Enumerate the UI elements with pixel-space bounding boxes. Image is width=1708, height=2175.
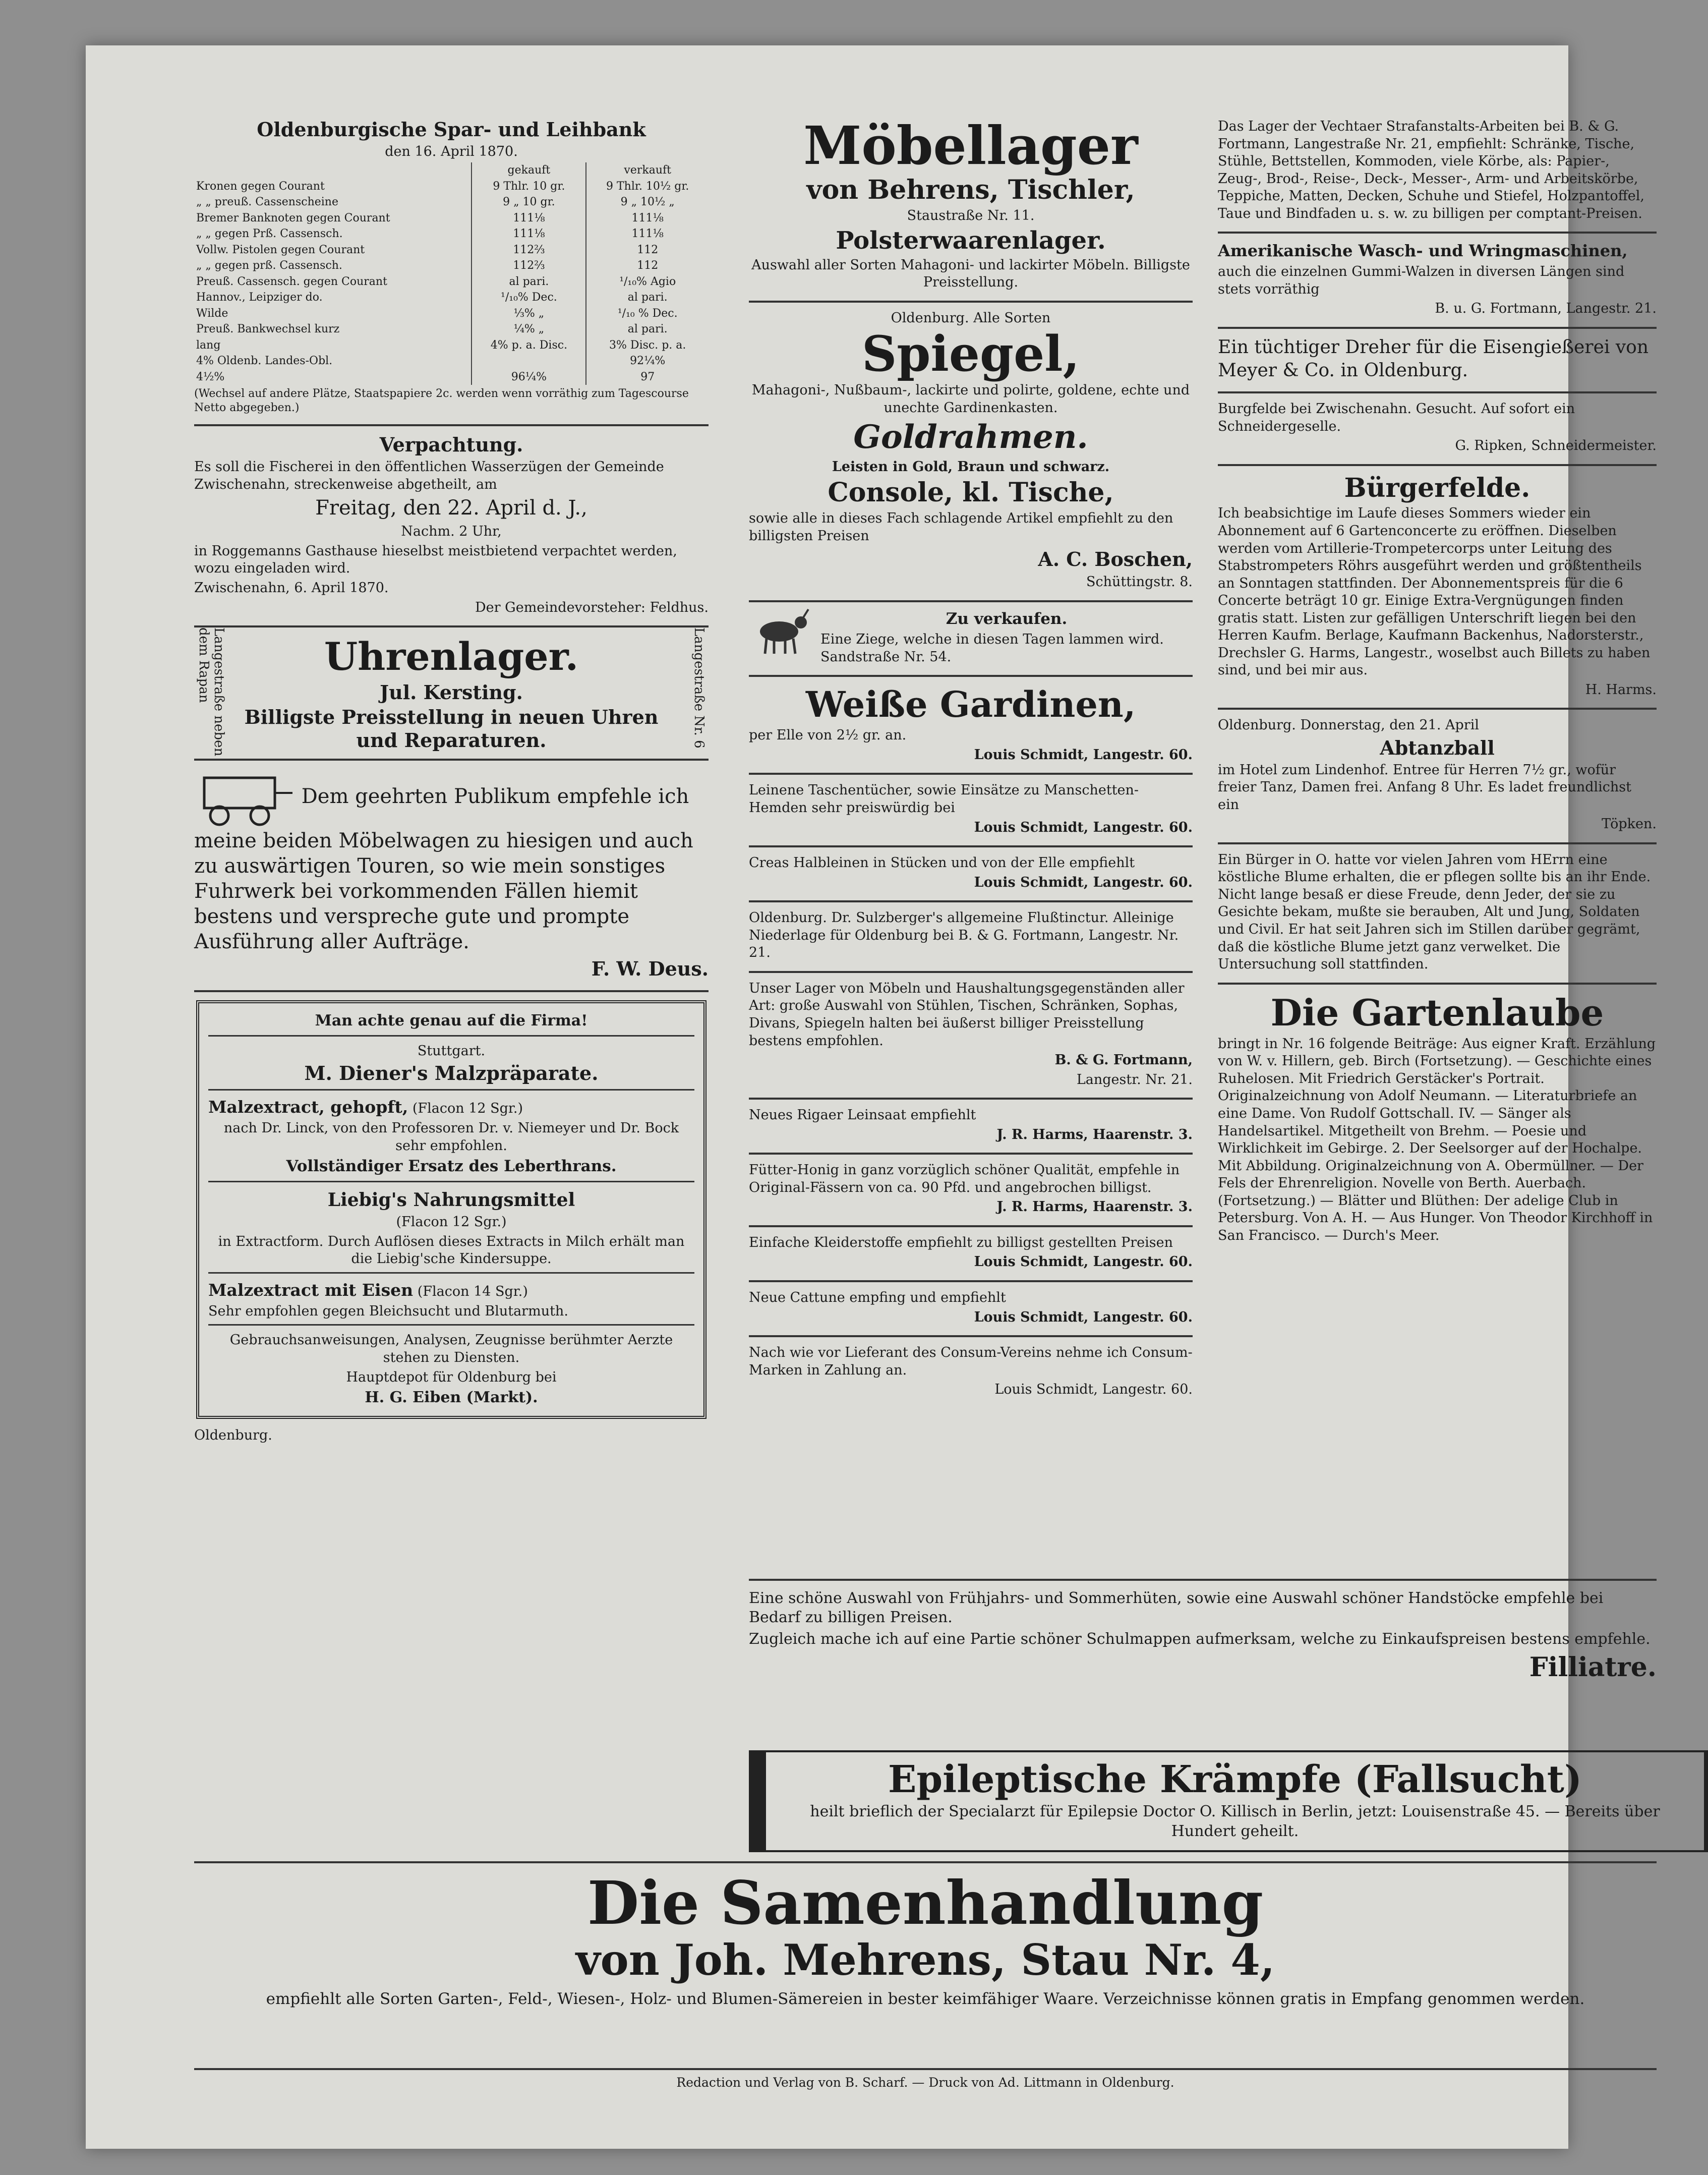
rate-bought: 9 „ 10 gr. <box>472 194 586 210</box>
fortmann-sign: B. & G. Fortmann, <box>1054 1052 1193 1068</box>
rates-row <box>194 337 709 354</box>
verpachtung-text2: in Roggemanns Gasthause hieselbst meistbietend verpachtet werden, wozu eingeladen wird. <box>194 543 677 577</box>
rate-label: „ „ preuß. Cassenscheine <box>196 196 338 209</box>
schneider-sign: G. Ripken, Schneidermeister. <box>1455 438 1657 454</box>
dreher-ad <box>1218 329 1657 393</box>
honig-sign: J. R. Harms, Haarenstr. 3. <box>996 1199 1193 1215</box>
samen-title: Die Samenhandlung <box>587 1868 1264 1938</box>
rate-sold: 112 <box>586 242 709 258</box>
rate-label: „ „ gegen prß. Cassensch. <box>196 259 342 272</box>
rates-row <box>194 306 709 322</box>
fortmann-addr: Langestr. Nr. 21. <box>1076 1071 1193 1088</box>
p2-price: (Flacon 12 Sgr.) <box>396 1214 507 1230</box>
rate-bought: 96¼% <box>472 369 586 385</box>
huete-ad <box>749 1579 1657 1686</box>
blume-ad <box>1218 844 1657 985</box>
moebel-by: von Behrens, Tischler, <box>806 175 1135 206</box>
wasch-ad <box>1218 234 1657 329</box>
imprint-footer: Redaction und Verlag von B. Scharf. — Druck von Ad. Littmann in Oldenburg. <box>194 2068 1657 2090</box>
huete-text1: Eine schöne Auswahl von Frühjahrs- und Sommerhüten, sowie eine Auswahl schöner Handstöcke empfehle bei Bedarf zu billigen Preisen. <box>749 1589 1604 1627</box>
ball-sign: Töpken. <box>1602 816 1657 832</box>
rates-row <box>194 353 709 369</box>
p1-claim: Vollständiger Ersatz des Leberthrans. <box>286 1157 617 1176</box>
rate-bought: 112⅔ <box>472 242 586 258</box>
bank-note: (Wechsel auf andere Plätze, Staatspapiere 2c. werden wenn vorräthig zum Tagescourse Netto abgegeben.) <box>194 387 689 415</box>
rate-sold: 111⅛ <box>586 226 709 242</box>
samenhandlung-ad <box>194 1861 1657 2015</box>
taschen-text: Leinene Taschentücher, sowie Einsätze zu Manschetten-Hemden sehr preiswürdig bei <box>749 782 1139 816</box>
verpachtung-title: Verpachtung. <box>379 433 523 456</box>
diener-city: Stuttgart. <box>417 1043 486 1059</box>
rate-sold: ¹/₁₀% Agio <box>586 274 709 290</box>
rate-sold: 111⅛ <box>586 210 709 226</box>
rate-sold: 9 „ 10½ „ <box>586 194 709 210</box>
gartenlaube-ad <box>1218 985 1657 1254</box>
verpachtung-sign: Der Gemeindevorsteher: Feldhus. <box>475 599 709 615</box>
bank-title: Oldenburgische Spar- und Leihbank <box>257 118 646 141</box>
wasch-text: auch die einzelnen Gummi-Walzen in diversen Längen sind stets vorräthig <box>1218 264 1625 297</box>
spiegel-text2: sowie alle in dieses Fach schlagende Artikel empfiehlt zu den billigsten Preisen <box>749 510 1173 544</box>
rate-sold: ¹/₁₀ % Dec. <box>586 306 709 322</box>
honig-ad <box>749 1155 1193 1227</box>
rates-row <box>194 179 709 195</box>
rigaer-text: Neues Rigaer Leinsaat empfiehlt <box>749 1107 976 1123</box>
rate-bought: 111⅛ <box>472 226 586 242</box>
console-title: Console, kl. Tische, <box>828 477 1114 508</box>
p1-title: Malzextract, gehopft, <box>208 1097 408 1117</box>
rate-bought: 112⅔ <box>472 258 586 274</box>
rate-label: Hannov., Leipziger do. <box>196 291 323 304</box>
bank-rates-ad <box>194 111 709 426</box>
rates-row <box>194 369 709 385</box>
ball-title: Abtanzball <box>1380 736 1495 760</box>
rates-row <box>194 194 709 210</box>
p1-text: nach Dr. Linck, von den Professoren Dr. v. Niemeyer und Dr. Bock sehr empfohlen. <box>223 1120 679 1154</box>
verpachtung-place: Zwischenahn, 6. April 1870. <box>194 580 389 596</box>
taschen-sign: Louis Schmidt, Langestr. 60. <box>974 819 1193 835</box>
rate-sold: 112 <box>586 258 709 274</box>
wasch-sign: B. u. G. Fortmann, Langestr. 21. <box>1435 301 1657 317</box>
rate-bought <box>472 353 586 369</box>
blume-text: Ein Bürger in O. hatte vor vielen Jahren vom HErrn eine köstliche Blume erhalten, die er pflegen sollte bis an ihr Ende. Nicht lange besaß er diese Freude, denn Jeder, der sie zu Gesichte bekam, mußte sie berauben, Alt und Jung, Soldaten und Civil. Er hat seit Jahren sich im Stillen darüber gegrämt, daß die köstliche Blume jetzt ganz verwelket. Die Untersuchung soll stattfinden. <box>1218 851 1651 972</box>
creas-ad <box>749 847 1193 902</box>
goat-icon <box>749 607 814 655</box>
rate-bought: ⅓% „ <box>472 306 586 322</box>
ziege-title: Zu verkaufen. <box>946 609 1068 628</box>
rates-header: gekauft verkauft <box>194 162 709 179</box>
buerger-sign: H. Harms. <box>1585 681 1657 698</box>
rates-row <box>194 242 709 258</box>
consum-ad <box>749 1337 1193 1408</box>
epilepsie-ad <box>749 1750 1708 1852</box>
gardinen-ad <box>749 677 1193 775</box>
uhren-text: Billigste Preisstellung in neuen Uhren und Reparaturen. <box>244 706 659 752</box>
column-middle <box>749 111 1193 1408</box>
cattune-ad <box>749 1282 1193 1337</box>
kleider-sign: Louis Schmidt, Langestr. 60. <box>974 1254 1193 1270</box>
p3-text: Sehr empfohlen gegen Bleichsucht und Blutarmuth. <box>208 1303 568 1319</box>
bank-date: den 16. April 1870. <box>385 143 518 159</box>
cattune-text: Neue Cattune empfing und empfiehlt <box>749 1289 1006 1305</box>
rigaer-ad <box>749 1100 1193 1155</box>
rates-row <box>194 210 709 226</box>
rate-bought: ¹/₁₀% Dec. <box>472 290 586 306</box>
buerger-title: Bürgerfelde. <box>1344 472 1530 503</box>
moving-wagon-icon <box>194 768 295 828</box>
cattune-sign: Louis Schmidt, Langestr. 60. <box>974 1309 1193 1325</box>
p4-text: Gebrauchsanweisungen, Analysen, Zeugnisse berühmter Aerzte stehen zu Diensten. <box>229 1332 673 1366</box>
column-left <box>194 111 709 1446</box>
deus-sign: F. W. Deus. <box>591 957 709 981</box>
oldenburg-line: Oldenburg. <box>194 1427 272 1443</box>
fortmann-ad <box>749 973 1193 1100</box>
moebel-ad <box>749 111 1193 303</box>
rate-label: 4% Oldenb. Landes-Obl. <box>196 355 333 368</box>
samen-sub: von Joh. Mehrens, Stau Nr. 4, <box>575 1934 1275 1985</box>
buergerfelde-ad <box>1218 466 1657 710</box>
rates-row <box>194 274 709 290</box>
rate-label: „ „ gegen Prß. Cassensch. <box>196 227 343 241</box>
rate-label: Kronen gegen Courant <box>196 180 325 193</box>
rigaer-sign: J. R. Harms, Haarenstr. 3. <box>996 1126 1193 1142</box>
rate-label: Preuß. Bankwechsel kurz <box>196 323 340 336</box>
rate-sold: al pari. <box>586 290 709 306</box>
creas-text: Creas Halbleinen in Stücken und von der Elle empfiehlt <box>749 855 1135 871</box>
uhren-name: Jul. Kersting. <box>380 680 523 704</box>
verpachtung-time: Nachm. 2 Uhr, <box>401 524 502 540</box>
consum-text: Nach wie vor Lieferant des Consum-Vereins nehme ich Consum-Marken in Zahlung an. <box>749 1345 1193 1378</box>
creas-sign: Louis Schmidt, Langestr. 60. <box>974 874 1193 890</box>
spiegel-title: Spiegel, <box>861 325 1080 383</box>
p3-title: Malzextract mit Eisen <box>208 1280 414 1300</box>
kleider-text: Einfache Kleiderstoffe empfiehlt zu billigst gestellten Preisen <box>749 1234 1173 1250</box>
vechta-text: Das Lager der Vechtaer Strafanstalts-Arbeiten bei B. & G. Fortmann, Langestraße Nr. 21, empfiehlt: Schränke, Tische, Stühle, Bettstellen, Kommoden, viele Körbe, als: Papier-, Zeug-, Brod-, Reise-, Deck-, Messer-, Arm- und Arbeitskörbe, Teppiche, Matten, Decken, Schuhe und Stiefel, Holzpantoffel, Taue und Bindfaden u. s. w. zu billigen per comptant-Preisen. <box>1218 119 1645 221</box>
huete-sign: Filliatre. <box>1529 1652 1657 1683</box>
wasch-title: Amerikanische Wasch- und Wringmaschinen, <box>1218 241 1628 261</box>
moebel-sub: Polsterwaarenlager. <box>836 226 1106 255</box>
rates-row <box>194 290 709 306</box>
rates-body <box>194 179 709 385</box>
samen-text: empfiehlt alle Sorten Garten-, Feld-, Wiesen-, Holz- und Blumen-Sämereien in bester keimfähiger Waare. Verzeichnisse können gratis in Empfang genommen werden. <box>266 1990 1585 2009</box>
rate-sold: 3% Disc. p. a. <box>586 337 709 354</box>
leisten: Leisten in Gold, Braun und schwarz. <box>832 459 1110 475</box>
depot-name: H. G. Eiben (Markt). <box>365 1389 538 1407</box>
ball-ad <box>1218 710 1657 844</box>
ziege-text: Eine Ziege, welche in diesen Tagen lammen wird. Sandstraße Nr. 54. <box>820 632 1164 665</box>
rate-bought: 9 Thlr. 10 gr. <box>472 179 586 195</box>
rate-label: lang <box>196 338 221 352</box>
spiegel-ad <box>749 303 1193 602</box>
schneider-text: Burgfelde bei Zwischenahn. Gesucht. Auf sofort ein Schneidergeselle. <box>1218 401 1575 434</box>
garten-title: Die Gartenlaube <box>1270 991 1604 1034</box>
boschen-addr: Schüttingstr. 8. <box>1086 574 1193 590</box>
rate-label: Bremer Banknoten gegen Courant <box>196 211 390 224</box>
verpachtung-date: Freitag, den 22. April d. J., <box>315 496 587 520</box>
column-right <box>1218 111 1657 1253</box>
newspaper-page <box>86 45 1660 2149</box>
rate-bought: ¼% „ <box>472 321 586 337</box>
gardinen-sign: Louis Schmidt, Langestr. 60. <box>974 747 1193 763</box>
rate-sold: al pari. <box>586 321 709 337</box>
spiegel-intro: Oldenburg. Alle Sorten <box>891 310 1051 326</box>
garten-text: bringt in Nr. 16 folgende Beiträge: Aus eigner Kraft. Erzählung von W. v. Hillern, geb. Birch (Fortsetzung). — Geschichte eines Ruhelosen. Mit Friedrich Gerstäcker's Portrait. Originalzeichnung von Adolf Neumann. — Literaturbriefe an eine Dame. Von Rudolf Gottschall. IV. — Sänger als Handelsartikel. Mitgetheilt von Brehm. — Poesie und Wirklichkeit im Gebirge. 2. Der Seelsorger auf der Hochalpe. Mit Abbildung. Originalzeichnung von A. Obermüllner. — Der Fels der Ehrenreligion. Novelle von Berth. Auerbach. (Fortsetzung.) — Blätter und Blüthen: Der adelige Club in Petersburg. Von A. H. — Aus Hunger. Von Theodor Kirchhoff in San Francisco. — Durch's Meer. <box>1218 1036 1656 1243</box>
schneider-ad <box>1218 393 1657 466</box>
p2-text: in Extractform. Durch Auflösen dieses Extracts in Milch erhält man die Liebig'sche Kindersuppe. <box>218 1233 685 1267</box>
consum-sign: Louis Schmidt, Langestr. 60. <box>994 1382 1193 1398</box>
diener-warn: Man achte genau auf die Firma! <box>315 1012 588 1030</box>
rate-bought: 4% p. a. Disc. <box>472 337 586 354</box>
p2-title: Liebig's Nahrungsmittel <box>327 1189 575 1211</box>
dreher-text: Ein tüchtiger Dreher für die Eisengießerei von Meyer & Co. in Oldenburg. <box>1218 336 1649 381</box>
diener-ad <box>196 1000 706 1418</box>
rates-row <box>194 226 709 242</box>
sulzberger-ad <box>749 902 1193 973</box>
ball-intro: Oldenburg. Donnerstag, den 21. April <box>1218 717 1479 733</box>
rate-bought: al pari. <box>472 274 586 290</box>
rate-sold: 92¼% <box>586 353 709 369</box>
p1-price: (Flacon 12 Sgr.) <box>412 1100 523 1116</box>
deus-ad <box>194 761 709 992</box>
vechta-ad <box>1218 111 1657 234</box>
ziege-ad <box>749 602 1193 677</box>
deus-text: Dem geehrten Publikum empfehle ich meine beiden Möbelwagen zu hiesigen und auch zu auswärtigen Touren, so wie mein sonstiges Fuhrwerk bei vorkommenden Fällen hiemit bestens und verspreche gute und prompte Ausführung aller Aufträge. <box>194 785 693 954</box>
kleider-ad <box>749 1227 1193 1282</box>
verpachtung-text1: Es soll die Fischerei in den öffentlichen Wasserzügen der Gemeinde Zwischenahn, streckenweise abgetheilt, am <box>194 459 664 492</box>
taschen-ad <box>749 775 1193 847</box>
buerger-text: Ich beabsichtige im Laufe dieses Sommers wieder ein Abonnement auf 6 Gartenconcerte zu eröffnen. Dieselben werden vom Artillerie-Trompetercorps unter Leitung des Stabstrompeters Röhrs ausgeführt werden und größtentheils an Sonntagen stattfinden. Der Abonnementspreis für die 6 Concerte beträgt 10 gr. Einige Extra-Vergnügungen finden gratis statt. Listen zur gefälligen Unterschrift liegen bei den Herren Kaufm. Berlage, Kaufmann Backenhus, Nadorsterstr., Drechsler G. Harms, Langestr., woselbst auch Billets zu haben sind, und bei mir aus. <box>1218 505 1651 678</box>
rate-label: Wilde <box>196 307 228 320</box>
rate-label: 4½% <box>196 370 225 383</box>
honig-text: Fütter-Honig in ganz vorzüglich schöner Qualität, empfehle in Original-Fässern von ca. 90 Pfd. und angebrochen billigst. <box>749 1162 1180 1195</box>
gold-title: Goldrahmen. <box>853 418 1088 456</box>
boschen-sign: A. C. Boschen, <box>1038 548 1193 571</box>
depot: Hauptdepot für Oldenburg bei <box>346 1369 557 1385</box>
verpachtung-ad <box>194 426 709 627</box>
ball-text: im Hotel zum Lindenhof. Entree für Herren 7½ gr., wofür freier Tanz, Damen frei. Anfang 8 Uhr. Es ladet freundlichst ein <box>1218 762 1631 813</box>
rate-label: Preuß. Cassensch. gegen Courant <box>196 275 387 288</box>
spiegel-text: Mahagoni-, Nußbaum-, lackirte und polirte, goldene, echte und unechte Gardinenkasten. <box>751 382 1190 416</box>
moebel-text: Auswahl aller Sorten Mahagoni- und lackirter Möbeln. Billigste Preisstellung. <box>751 257 1190 291</box>
rates-row <box>194 258 709 274</box>
rate-bought: 111⅛ <box>472 210 586 226</box>
rate-sold: 9 Thlr. 10½ gr. <box>586 179 709 195</box>
rates-table <box>194 162 709 385</box>
uhren-side-right: Langestraße Nr. 6 <box>691 627 706 749</box>
rates-row <box>194 321 709 337</box>
rate-label: Vollw. Pistolen gegen Courant <box>196 243 365 256</box>
huete-text2: Zugleich mache ich auf eine Partie schöner Schulmappen aufmerksam, welche zu Einkaufspreisen bestens empfehle. <box>749 1630 1651 1648</box>
gardinen-text: per Elle von 2½ gr. an. <box>749 727 907 743</box>
gardinen-title: Weiße Gardinen, <box>805 683 1136 726</box>
uhren-title: Uhrenlager. <box>324 634 579 679</box>
moebel-addr: Staustraße Nr. 11. <box>907 207 1035 223</box>
rate-sold: 97 <box>586 369 709 385</box>
sulz-text: Oldenburg. Dr. Sulzberger's allgemeine Flußtinctur. Alleinige Niederlage für Oldenburg bei B. & G. Fortmann, Langestr. Nr. 21. <box>749 910 1179 961</box>
fortmann-text: Unser Lager von Möbeln und Haushaltungsgegenständen aller Art: große Auswahl von Stühlen, Tischen, Schränken, Sophas, Divans, Spiegeln halten bei äußerst billiger Preisstellung bestens empfohlen. <box>749 980 1185 1049</box>
epi-title: Epileptische Krämpfe (Fallsucht) <box>888 1758 1582 1801</box>
moebel-title: Möbellager <box>803 115 1138 177</box>
uhren-side-left: Langestraße neben dem Rapan <box>196 627 226 757</box>
p3-price: (Flacon 14 Sgr.) <box>417 1283 528 1299</box>
diener-name: M. Diener's Malzpräparate. <box>304 1062 599 1085</box>
uhrenlager-ad <box>194 627 709 761</box>
epi-text: heilt brieflich der Specialarzt für Epilepsie Doctor O. Killisch in Berlin, jetzt: Louisenstraße 45. — Bereits über Hundert geheilt. <box>810 1803 1660 1840</box>
